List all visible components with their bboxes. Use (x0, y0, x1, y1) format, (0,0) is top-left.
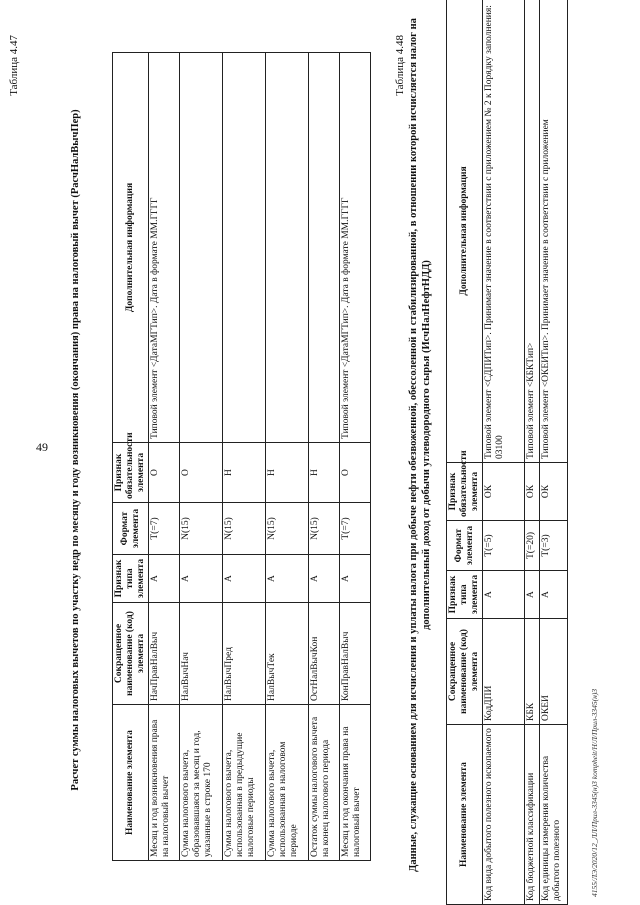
header-cell: Дополнительная информация (113, 53, 149, 443)
header-cell: Признак типа элемента (447, 571, 483, 619)
cell-format: N(15) (266, 503, 309, 555)
cell-name: Сумма налогового вычета, использованная в налоговом периоде (266, 705, 309, 861)
header-cell: Наименование элемента (113, 705, 149, 861)
cell-type: А (540, 571, 568, 619)
cell-type: А (340, 555, 371, 603)
cell-required: ОК (483, 463, 525, 521)
cell-format: N(15) (223, 503, 266, 555)
table-row (540, 0, 568, 905)
cell-name: Сумма налогового вычета, использованная в предыдущие налоговые периоды (223, 705, 266, 861)
header-cell: Признак типа элемента (113, 555, 149, 603)
cell-type: А (483, 571, 525, 619)
table-row (483, 0, 525, 905)
header-cell: Наименование элемента (447, 725, 483, 905)
cell-type: А (525, 571, 540, 619)
cell-info: Типовой элемент <ОКЕИТип>. Принимает значение в соответствии с приложением (540, 0, 568, 463)
cell-code: НалВычПред (223, 603, 266, 705)
cell-info: Типовой элемент <СДПИТип>. Принимает значение в соответствии с приложением № 2 к Порядку заполнения: 03100 (483, 0, 525, 463)
cell-info (309, 53, 340, 443)
document-stamp: 4155/ЛЭ/2020/12_ЛЛ/Прил-3345(н)3 kompheit/Н/Л/Прил-3345(н)3 (590, 688, 599, 897)
header-cell: Формат элемента (113, 503, 149, 555)
cell-code: НалВычТек (266, 603, 309, 705)
header-cell: Сокращенное наименование (код) элемента (113, 603, 149, 705)
table-row (340, 53, 371, 861)
header-cell: Признак обязательности элемента (113, 443, 149, 503)
cell-type: А (149, 555, 180, 603)
table-4-48-title: Данные, служащие основанием для исчисления и уплаты налога при добыче нефти обезвоженной, обессоленной и стабилизированной, в отношении которой исчисляется налог на дополнительный доход от добычи углеводородного сырья (ИсчНалНефтНДД) (408, 18, 432, 872)
cell-required: О (149, 443, 180, 503)
cell-code: НалВычНач (180, 603, 223, 705)
cell-code: КонПравНалВыч (340, 603, 371, 705)
cell-name: Месяц и год окончания права на налоговый вычет (340, 705, 371, 861)
cell-name: Код бюджетной классификации (525, 725, 540, 905)
cell-required: ОК (540, 463, 568, 521)
cell-code: КодДПИ (483, 619, 525, 725)
cell-type: А (223, 555, 266, 603)
cell-name: Месяц и год возникновения права на налоговый вычет (149, 705, 180, 861)
cell-code: ОКЕИ (540, 619, 568, 725)
cell-required: О (180, 443, 223, 503)
cell-format: T(=20) (525, 521, 540, 571)
cell-name: Сумма налогового вычета, образовавшаяся за месяц и год, указанные в строке 170 (180, 705, 223, 861)
cell-type: А (309, 555, 340, 603)
cell-info (266, 53, 309, 443)
table-4-47 (112, 52, 371, 861)
cell-required: Н (266, 443, 309, 503)
cell-required: О (340, 443, 371, 503)
table-row (149, 53, 180, 861)
cell-info: Типовой элемент <ДатаМГТип>. Дата в формате ММ.ГГГГ (340, 53, 371, 443)
cell-name: Остаток суммы налогового вычета на конец налогового периода (309, 705, 340, 861)
cell-name: Код вида добытого полезного ископаемого (483, 725, 525, 905)
table-row (266, 53, 309, 861)
cell-code: КБК (525, 619, 540, 725)
page-number: 49 (36, 440, 48, 454)
cell-type: А (180, 555, 223, 603)
cell-required: ОК (525, 463, 540, 521)
cell-info: Типовой элемент <ДатаМГТип>. Дата в формате ММ.ГГГГ (149, 53, 180, 443)
header-cell: Дополнительная информация (447, 0, 483, 463)
table-4-47-header-row (113, 53, 149, 861)
cell-name: Код единицы измерения количества добытого полезного (540, 725, 568, 905)
cell-type: А (266, 555, 309, 603)
cell-info (223, 53, 266, 443)
header-cell: Формат элемента (447, 521, 483, 571)
cell-format: T(=7) (149, 503, 180, 555)
cell-info: Типовой элемент <КБКТип> (525, 0, 540, 463)
cell-info (180, 53, 223, 443)
cell-format: N(15) (309, 503, 340, 555)
table-4-47-title: Расчет суммы налоговых вычетов по участку недр по месяцу и году возникновения (окончания) права на налоговый вычет (РасчНалВычПер) (70, 109, 81, 791)
table-4-48-header-row (447, 0, 483, 905)
table-row (223, 53, 266, 861)
table-row (180, 53, 223, 861)
cell-format: N(15) (180, 503, 223, 555)
cell-code: НачПравНалВыч (149, 603, 180, 705)
table-4-48-caption: Таблица 4.48 (394, 35, 406, 96)
cell-format: T(=7) (340, 503, 371, 555)
cell-format: T(=5) (483, 521, 525, 571)
header-cell: Сокращенное наименование (код) элемента (447, 619, 483, 725)
cell-required: Н (223, 443, 266, 503)
table-4-48 (446, 0, 568, 905)
cell-code: ОстНалВычКон (309, 603, 340, 705)
cell-format: T(=3) (540, 521, 568, 571)
cell-required: Н (309, 443, 340, 503)
table-row (525, 0, 540, 905)
table-row (309, 53, 340, 861)
header-cell: Признак обязательности элемента (447, 463, 483, 521)
table-4-47-caption: Таблица 4.47 (8, 35, 20, 96)
